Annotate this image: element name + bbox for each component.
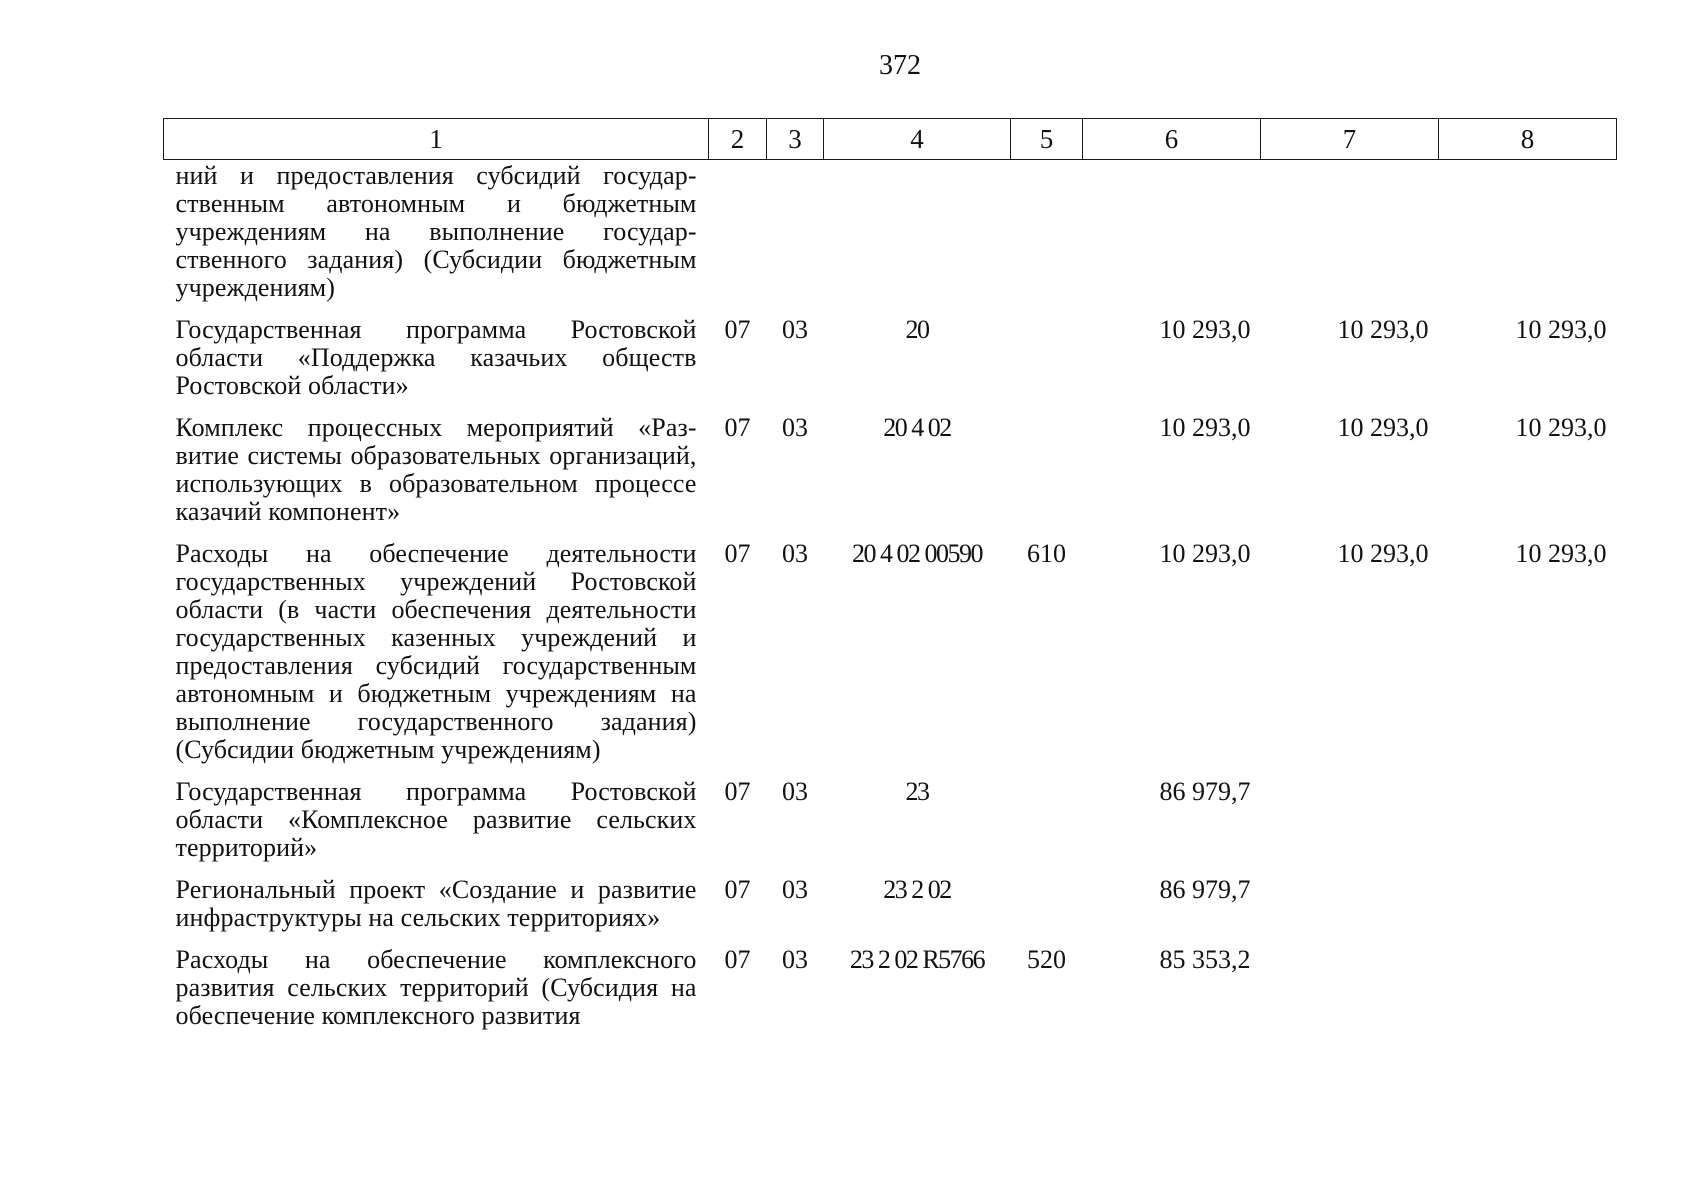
expense-type-code xyxy=(1011,160,1083,313)
amount-col-6: 85 353,2 xyxy=(1159,945,1251,974)
column-header: 4 xyxy=(824,119,1011,160)
table-row xyxy=(164,410,1617,536)
subsection-code: 03 xyxy=(782,777,808,806)
expense-type-code: 610 xyxy=(1027,539,1066,568)
target-article-code: 20 4 02 xyxy=(883,413,951,442)
table-row xyxy=(164,536,1617,774)
table-row xyxy=(164,872,1617,942)
amount-col-7: 10 293,0 xyxy=(1337,539,1429,568)
budget-table xyxy=(163,118,1617,1040)
section-code: 07 xyxy=(724,777,751,806)
subsection-code: 03 xyxy=(782,315,808,344)
target-article-code: 20 xyxy=(905,315,929,344)
amount-col-7 xyxy=(1261,774,1439,872)
column-header: 3 xyxy=(767,119,824,160)
column-header: 2 xyxy=(709,119,767,160)
subsection-code xyxy=(767,160,824,313)
amount-col-8 xyxy=(1439,774,1617,872)
expense-type-code xyxy=(1011,312,1083,410)
amount-col-6: 86 979,7 xyxy=(1159,777,1251,806)
row-description: Комплекс процессных мероприятий «Развитие системы образовательных организаций, использующих в образовательном процессе казачий компонент» xyxy=(175,413,697,526)
page-number: 372 xyxy=(879,50,921,81)
amount-col-7 xyxy=(1261,872,1439,942)
expense-type-code: 520 xyxy=(1027,945,1066,974)
amount-col-8 xyxy=(1439,160,1617,313)
column-header: 6 xyxy=(1083,119,1261,160)
column-header: 5 xyxy=(1011,119,1083,160)
table-row xyxy=(164,774,1617,872)
table-row xyxy=(164,942,1617,1040)
row-description: Региональный проект «Создание и развитие инфраструктуры на сельских территориях» xyxy=(175,875,697,932)
amount-col-8: 10 293,0 xyxy=(1515,539,1607,568)
amount-col-8 xyxy=(1439,872,1617,942)
subsection-code: 03 xyxy=(782,875,808,904)
section-code xyxy=(709,160,767,313)
row-description: Расходы на обеспечение комплексного развития сельских территорий (Субсидия на обеспечение комплексного развития xyxy=(175,945,697,1030)
column-header: 8 xyxy=(1439,119,1617,160)
row-description: Расходы на обеспечение деятельности государственных учреждений Ростовской области (в части обеспечения деятельности государственных казенных учреждений и предоставления субсидий государственным автономным и бюджетным учреждениям на выполнение государственного задания) (Субсидии бюджетным учреждениям) xyxy=(175,539,697,764)
target-article-code: 23 xyxy=(905,777,929,806)
amount-col-8: 10 293,0 xyxy=(1515,413,1607,442)
section-code: 07 xyxy=(724,539,751,568)
amount-col-8: 10 293,0 xyxy=(1515,315,1607,344)
section-code: 07 xyxy=(724,875,751,904)
section-code: 07 xyxy=(724,945,751,974)
table-header-row xyxy=(164,119,1617,160)
expense-type-code xyxy=(1011,410,1083,536)
row-description: Государственная программа Ростовской области «Поддержка казачьих обществ Ростовской области» xyxy=(175,315,697,400)
target-article-code xyxy=(824,160,1011,313)
amount-col-8 xyxy=(1439,942,1617,1040)
amount-col-6 xyxy=(1083,160,1261,313)
target-article-code: 23 2 02 xyxy=(883,875,951,904)
expense-type-code xyxy=(1011,872,1083,942)
subsection-code: 03 xyxy=(782,539,808,568)
amount-col-6: 10 293,0 xyxy=(1159,315,1251,344)
row-description: ний и предоставления субсидий государственным автономным и бюджетным учреждениям на выполнение государственного задания) (Субсидии бюджетным учреждениям) xyxy=(175,161,697,302)
section-code: 07 xyxy=(724,315,751,344)
expense-type-code xyxy=(1011,774,1083,872)
subsection-code: 03 xyxy=(782,413,808,442)
target-article-code: 23 2 02 R5766 xyxy=(849,945,985,974)
amount-col-7: 10 293,0 xyxy=(1337,315,1429,344)
column-header: 1 xyxy=(164,119,709,160)
subsection-code: 03 xyxy=(782,945,808,974)
column-header: 7 xyxy=(1261,119,1439,160)
amount-col-7 xyxy=(1261,942,1439,1040)
table-row xyxy=(164,312,1617,410)
amount-col-7 xyxy=(1261,160,1439,313)
table-row xyxy=(164,160,1617,313)
target-article-code: 20 4 02 00590 xyxy=(852,539,982,568)
amount-col-7: 10 293,0 xyxy=(1337,413,1429,442)
row-description: Государственная программа Ростовской области «Комплексное развитие сельских территорий» xyxy=(175,777,697,862)
amount-col-6: 10 293,0 xyxy=(1159,413,1251,442)
amount-col-6: 10 293,0 xyxy=(1159,539,1251,568)
section-code: 07 xyxy=(724,413,751,442)
amount-col-6: 86 979,7 xyxy=(1159,875,1251,904)
